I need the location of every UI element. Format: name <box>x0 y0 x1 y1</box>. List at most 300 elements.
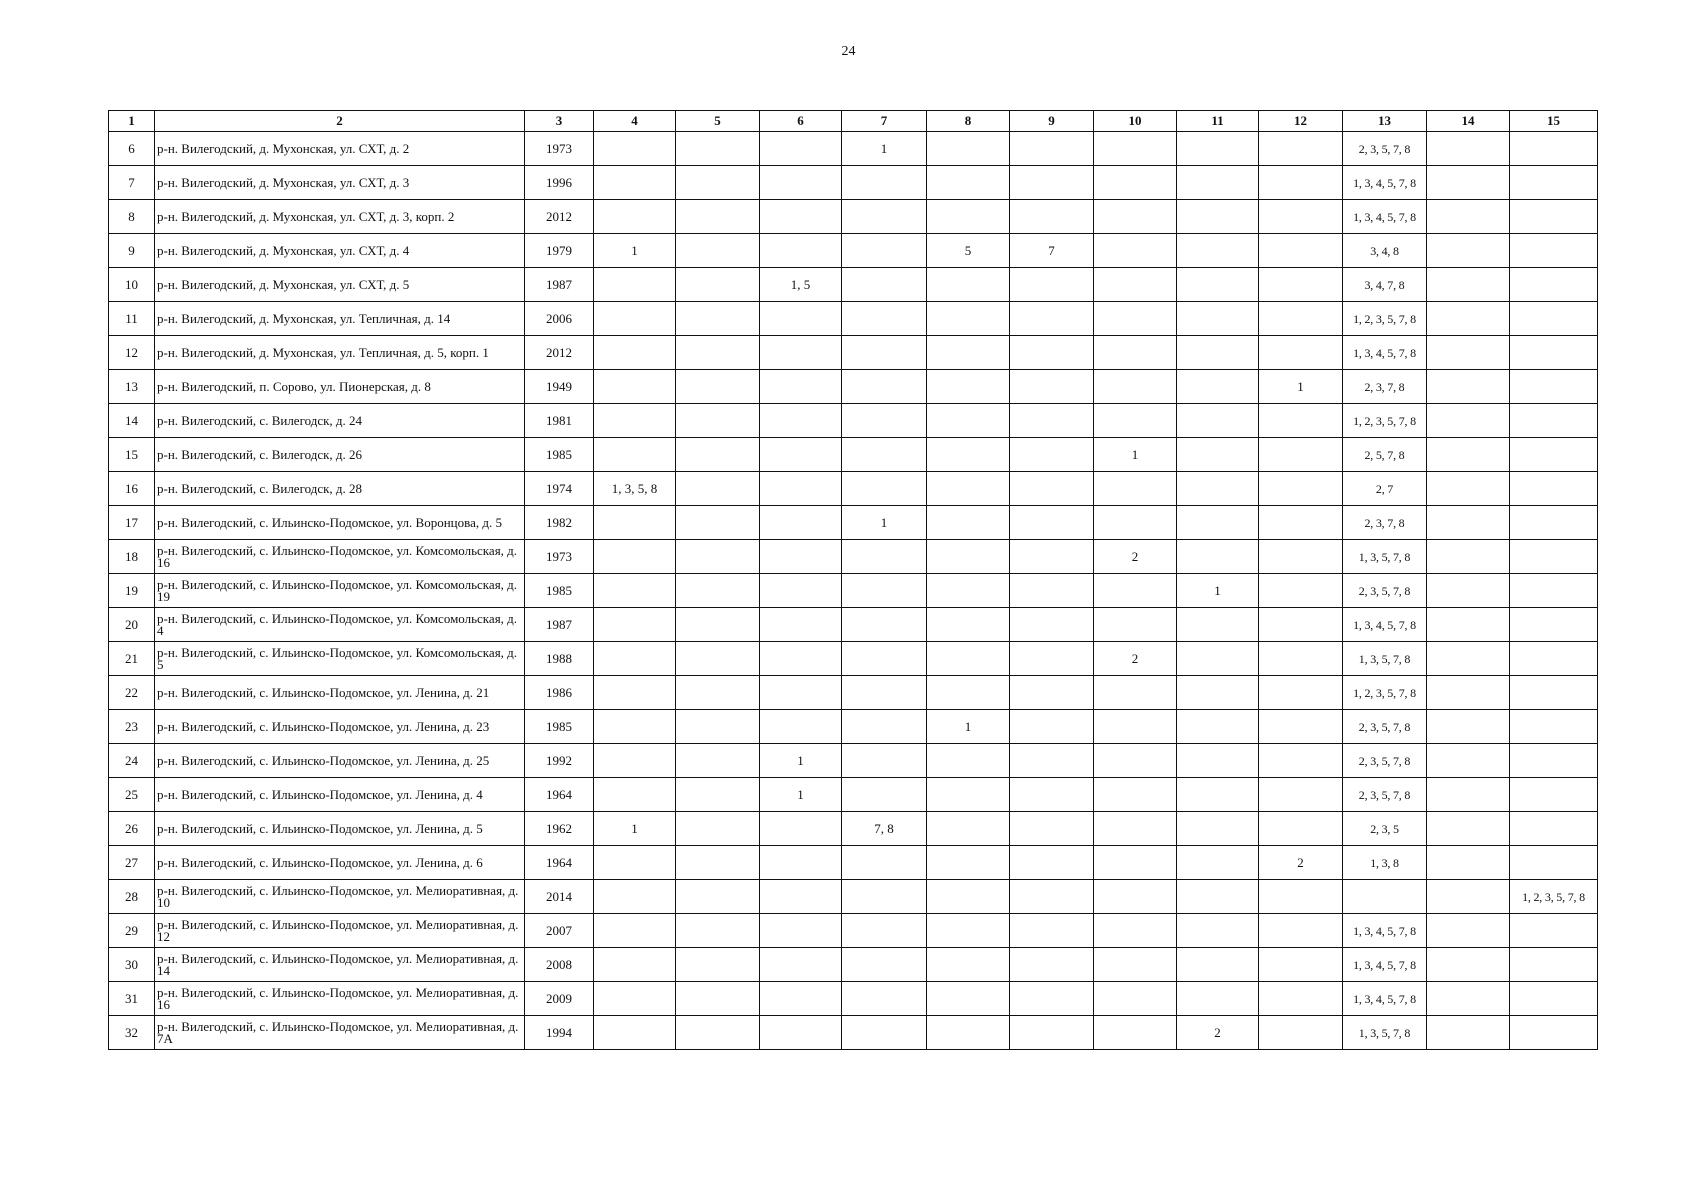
table-cell <box>760 234 842 268</box>
row-number-cell: 29 <box>109 914 155 948</box>
table-cell <box>676 710 760 744</box>
year-cell: 1996 <box>525 166 594 200</box>
table-cell <box>1177 302 1259 336</box>
table-cell <box>1510 540 1598 574</box>
table-cell <box>1010 710 1094 744</box>
year-cell: 1988 <box>525 642 594 676</box>
year-cell: 2012 <box>525 200 594 234</box>
table-cell: 1 <box>842 506 927 540</box>
table-cell: 1, 2, 3, 5, 7, 8 <box>1510 880 1598 914</box>
table-cell <box>676 880 760 914</box>
table-cell <box>842 608 927 642</box>
table-cell: 1 <box>842 132 927 166</box>
table-cell <box>1510 268 1598 302</box>
address-cell: р-н. Вилегодский, с. Ильинско-Подомское, ул. Мелиоративная, д. 7А <box>155 1016 525 1050</box>
table-cell <box>842 200 927 234</box>
year-cell: 1987 <box>525 608 594 642</box>
table-row <box>109 846 1598 880</box>
address-cell: р-н. Вилегодский, с. Вилегодск, д. 28 <box>155 472 525 506</box>
table-cell <box>1177 880 1259 914</box>
table-cell <box>1010 608 1094 642</box>
table-cell: 2, 3, 5, 7, 8 <box>1343 778 1427 812</box>
address-cell: р-н. Вилегодский, с. Ильинско-Подомское, ул. Мелиоративная, д. 10 <box>155 880 525 914</box>
table-cell <box>1510 370 1598 404</box>
table-cell <box>927 404 1010 438</box>
address-cell: р-н. Вилегодский, д. Мухонская, ул. СХТ, д. 2 <box>155 132 525 166</box>
table-cell <box>1094 404 1177 438</box>
table-cell <box>1177 676 1259 710</box>
year-cell: 1986 <box>525 676 594 710</box>
address-cell: р-н. Вилегодский, с. Ильинско-Подомское, ул. Мелиоративная, д. 16 <box>155 982 525 1016</box>
table-cell <box>1259 1016 1343 1050</box>
year-cell: 1964 <box>525 778 594 812</box>
table-cell <box>1177 778 1259 812</box>
table-row <box>109 234 1598 268</box>
table-cell <box>1010 166 1094 200</box>
table-cell: 1, 5 <box>760 268 842 302</box>
address-cell: р-н. Вилегодский, с. Ильинско-Подомское, ул. Ленина, д. 4 <box>155 778 525 812</box>
table-cell <box>1510 982 1598 1016</box>
table-cell <box>1427 948 1510 982</box>
table-cell <box>676 166 760 200</box>
table-cell <box>1259 302 1343 336</box>
row-number-cell: 11 <box>109 302 155 336</box>
table-cell <box>1427 370 1510 404</box>
table-cell <box>1259 710 1343 744</box>
table-cell <box>1510 234 1598 268</box>
table-cell: 1, 3, 4, 5, 7, 8 <box>1343 914 1427 948</box>
year-cell: 1973 <box>525 132 594 166</box>
table-cell <box>1510 914 1598 948</box>
table-row <box>109 132 1598 166</box>
table-cell <box>1427 982 1510 1016</box>
table-cell <box>1259 336 1343 370</box>
table-cell <box>594 574 676 608</box>
row-number-cell: 20 <box>109 608 155 642</box>
table-cell <box>842 540 927 574</box>
row-number-cell: 21 <box>109 642 155 676</box>
table-cell <box>594 438 676 472</box>
table-cell <box>676 234 760 268</box>
table-cell <box>1177 336 1259 370</box>
table-cell <box>842 166 927 200</box>
table-cell <box>760 404 842 438</box>
table-cell <box>1427 710 1510 744</box>
table-cell: 2, 3, 5, 7, 8 <box>1343 132 1427 166</box>
column-header-11: 11 <box>1177 111 1259 132</box>
table-cell <box>760 302 842 336</box>
table-cell <box>1010 438 1094 472</box>
year-cell: 1981 <box>525 404 594 438</box>
table-cell <box>594 132 676 166</box>
address-cell: р-н. Вилегодский, с. Ильинско-Подомское, ул. Комсомольская, д. 16 <box>155 540 525 574</box>
table-cell <box>594 166 676 200</box>
table-cell <box>1177 132 1259 166</box>
table-cell: 2, 3, 5 <box>1343 812 1427 846</box>
row-number-cell: 13 <box>109 370 155 404</box>
table-cell: 1, 3, 4, 5, 7, 8 <box>1343 166 1427 200</box>
table-cell: 1 <box>594 234 676 268</box>
year-cell: 2007 <box>525 914 594 948</box>
table-cell <box>1259 574 1343 608</box>
table-cell <box>760 608 842 642</box>
table-cell <box>760 574 842 608</box>
table-row <box>109 506 1598 540</box>
table-cell <box>1177 642 1259 676</box>
column-header-6: 6 <box>760 111 842 132</box>
table-cell <box>1427 132 1510 166</box>
table-cell <box>1177 438 1259 472</box>
row-number-cell: 27 <box>109 846 155 880</box>
table-cell <box>760 846 842 880</box>
table-cell <box>927 200 1010 234</box>
row-number-cell: 25 <box>109 778 155 812</box>
table-row <box>109 642 1598 676</box>
year-cell: 2009 <box>525 982 594 1016</box>
table-row <box>109 302 1598 336</box>
table-cell <box>1510 336 1598 370</box>
table-cell <box>1010 744 1094 778</box>
year-cell: 1949 <box>525 370 594 404</box>
row-number-cell: 12 <box>109 336 155 370</box>
table-cell <box>1259 812 1343 846</box>
table-cell <box>927 336 1010 370</box>
table-cell <box>594 1016 676 1050</box>
table-cell <box>1427 200 1510 234</box>
table-cell <box>1343 880 1427 914</box>
table-cell <box>1427 880 1510 914</box>
table-cell <box>1259 608 1343 642</box>
table-cell <box>1510 710 1598 744</box>
table-cell: 3, 4, 8 <box>1343 234 1427 268</box>
table-cell <box>1259 676 1343 710</box>
table-row <box>109 880 1598 914</box>
table-cell <box>927 880 1010 914</box>
table-cell <box>1427 302 1510 336</box>
table-cell <box>1427 846 1510 880</box>
row-number-cell: 15 <box>109 438 155 472</box>
row-number-cell: 7 <box>109 166 155 200</box>
table-cell <box>927 540 1010 574</box>
table-cell: 1 <box>1094 438 1177 472</box>
table-cell <box>1259 404 1343 438</box>
table-cell <box>1259 914 1343 948</box>
table-body <box>109 132 1598 1050</box>
address-cell: р-н. Вилегодский, д. Мухонская, ул. СХТ, д. 3, корп. 2 <box>155 200 525 234</box>
table-cell <box>1010 574 1094 608</box>
table-cell <box>1010 914 1094 948</box>
table-cell <box>1510 166 1598 200</box>
table-cell <box>1177 846 1259 880</box>
year-cell: 1982 <box>525 506 594 540</box>
table-row <box>109 540 1598 574</box>
table-cell <box>760 438 842 472</box>
registry-table <box>108 110 1598 1050</box>
table-cell <box>1510 676 1598 710</box>
year-cell: 1964 <box>525 846 594 880</box>
table-cell <box>1094 880 1177 914</box>
table-cell <box>760 676 842 710</box>
address-cell: р-н. Вилегодский, д. Мухонская, ул. СХТ, д. 4 <box>155 234 525 268</box>
year-cell: 1974 <box>525 472 594 506</box>
table-cell <box>1094 914 1177 948</box>
row-number-cell: 30 <box>109 948 155 982</box>
table-cell <box>760 880 842 914</box>
table-cell <box>1094 676 1177 710</box>
table-cell <box>594 268 676 302</box>
table-cell <box>1427 166 1510 200</box>
table-row <box>109 574 1598 608</box>
table-cell <box>1177 812 1259 846</box>
table-cell <box>1259 472 1343 506</box>
table-cell: 1, 3, 8 <box>1343 846 1427 880</box>
table-cell <box>1259 948 1343 982</box>
table-cell <box>1177 506 1259 540</box>
table-cell <box>1177 710 1259 744</box>
table-row <box>109 676 1598 710</box>
table-cell: 1, 2, 3, 5, 7, 8 <box>1343 302 1427 336</box>
column-header-4: 4 <box>594 111 676 132</box>
table-cell <box>760 200 842 234</box>
table-cell: 1, 3, 5, 8 <box>594 472 676 506</box>
column-header-12: 12 <box>1259 111 1343 132</box>
table-cell <box>1427 778 1510 812</box>
table-cell: 2, 3, 7, 8 <box>1343 370 1427 404</box>
table-cell <box>594 846 676 880</box>
table-cell <box>1510 200 1598 234</box>
table-row <box>109 268 1598 302</box>
table-cell: 1, 3, 4, 5, 7, 8 <box>1343 948 1427 982</box>
table-cell <box>927 574 1010 608</box>
row-number-cell: 6 <box>109 132 155 166</box>
table-cell <box>927 744 1010 778</box>
address-cell: р-н. Вилегодский, с. Ильинско-Подомское, ул. Мелиоративная, д. 14 <box>155 948 525 982</box>
table-cell <box>842 472 927 506</box>
table-cell <box>842 574 927 608</box>
row-number-cell: 28 <box>109 880 155 914</box>
address-cell: р-н. Вилегодский, с. Ильинско-Подомское, ул. Комсомольская, д. 4 <box>155 608 525 642</box>
table-cell: 1, 3, 4, 5, 7, 8 <box>1343 200 1427 234</box>
table-cell: 1 <box>1177 574 1259 608</box>
table-cell <box>760 642 842 676</box>
table-cell <box>594 744 676 778</box>
table-cell <box>760 914 842 948</box>
table-cell <box>1427 506 1510 540</box>
table-cell <box>1427 812 1510 846</box>
table-cell <box>760 1016 842 1050</box>
table-row <box>109 166 1598 200</box>
column-header-1: 1 <box>109 111 155 132</box>
table-cell <box>1177 540 1259 574</box>
table-cell <box>1010 1016 1094 1050</box>
table-cell <box>1177 370 1259 404</box>
table-cell <box>1010 336 1094 370</box>
table-cell <box>842 336 927 370</box>
table-cell <box>1427 914 1510 948</box>
table-cell <box>594 880 676 914</box>
table-row <box>109 472 1598 506</box>
table-cell <box>927 846 1010 880</box>
table-cell <box>842 914 927 948</box>
table-cell <box>1510 404 1598 438</box>
address-cell: р-н. Вилегодский, с. Ильинско-Подомское, ул. Ленина, д. 21 <box>155 676 525 710</box>
table-cell <box>1427 574 1510 608</box>
table-cell <box>1177 472 1259 506</box>
table-cell <box>594 608 676 642</box>
table-cell <box>1177 200 1259 234</box>
table-cell <box>1259 166 1343 200</box>
table-cell: 2, 7 <box>1343 472 1427 506</box>
table-header-row <box>109 111 1598 132</box>
table-cell <box>1259 778 1343 812</box>
table-cell <box>1259 268 1343 302</box>
table-cell <box>842 778 927 812</box>
table-cell <box>1510 438 1598 472</box>
table-cell <box>676 676 760 710</box>
table-cell <box>676 1016 760 1050</box>
table-cell <box>676 200 760 234</box>
table-cell <box>842 880 927 914</box>
table-cell <box>1094 234 1177 268</box>
year-cell: 2014 <box>525 880 594 914</box>
table-cell <box>1427 438 1510 472</box>
table-row <box>109 914 1598 948</box>
year-cell: 2006 <box>525 302 594 336</box>
table-cell: 1, 3, 5, 7, 8 <box>1343 540 1427 574</box>
table-cell <box>1010 268 1094 302</box>
table-cell <box>1510 948 1598 982</box>
table-cell <box>1259 880 1343 914</box>
table-cell: 2 <box>1177 1016 1259 1050</box>
table-cell <box>842 404 927 438</box>
table-cell <box>927 506 1010 540</box>
table-cell <box>1094 336 1177 370</box>
table-cell <box>676 132 760 166</box>
table-cell <box>1094 302 1177 336</box>
row-number-cell: 26 <box>109 812 155 846</box>
table-cell: 1, 3, 5, 7, 8 <box>1343 642 1427 676</box>
table-cell <box>842 370 927 404</box>
table-cell <box>594 336 676 370</box>
table-cell <box>842 846 927 880</box>
table-cell <box>927 166 1010 200</box>
table-cell <box>1094 948 1177 982</box>
year-cell: 1992 <box>525 744 594 778</box>
table-cell <box>1259 982 1343 1016</box>
table-cell <box>676 812 760 846</box>
row-number-cell: 31 <box>109 982 155 1016</box>
table-cell <box>676 846 760 880</box>
table-cell <box>842 948 927 982</box>
table-cell <box>760 472 842 506</box>
table-cell <box>1259 506 1343 540</box>
table-cell <box>927 268 1010 302</box>
table-cell <box>1010 132 1094 166</box>
table-cell <box>676 982 760 1016</box>
table-cell <box>594 948 676 982</box>
table-cell <box>1177 948 1259 982</box>
row-number-cell: 18 <box>109 540 155 574</box>
table-cell <box>1510 302 1598 336</box>
table-cell <box>1010 948 1094 982</box>
table-row <box>109 336 1598 370</box>
table-cell <box>1010 506 1094 540</box>
table-cell <box>1427 404 1510 438</box>
table-cell <box>1010 778 1094 812</box>
table-cell <box>594 676 676 710</box>
table-cell: 1, 2, 3, 5, 7, 8 <box>1343 404 1427 438</box>
table-cell <box>676 472 760 506</box>
table-cell <box>1094 166 1177 200</box>
table-cell <box>1259 132 1343 166</box>
table-cell <box>1259 438 1343 472</box>
table-cell <box>1094 200 1177 234</box>
table-cell <box>1427 1016 1510 1050</box>
table-cell <box>1094 846 1177 880</box>
table-cell: 5 <box>927 234 1010 268</box>
table-cell <box>842 982 927 1016</box>
column-header-13: 13 <box>1343 111 1427 132</box>
table-cell <box>927 132 1010 166</box>
table-cell <box>1510 778 1598 812</box>
table-cell <box>1177 982 1259 1016</box>
table-cell <box>1510 744 1598 778</box>
table-cell <box>1177 608 1259 642</box>
table-cell <box>1177 404 1259 438</box>
address-cell: р-н. Вилегодский, с. Вилегодск, д. 24 <box>155 404 525 438</box>
row-number-cell: 19 <box>109 574 155 608</box>
table-cell <box>1010 540 1094 574</box>
table-cell <box>1094 472 1177 506</box>
address-cell: р-н. Вилегодский, с. Вилегодск, д. 26 <box>155 438 525 472</box>
address-cell: р-н. Вилегодский, д. Мухонская, ул. Тепличная, д. 5, корп. 1 <box>155 336 525 370</box>
table-row <box>109 608 1598 642</box>
column-header-14: 14 <box>1427 111 1510 132</box>
table-cell <box>1259 540 1343 574</box>
table-cell: 3, 4, 7, 8 <box>1343 268 1427 302</box>
year-cell: 1985 <box>525 710 594 744</box>
table-cell <box>1510 608 1598 642</box>
table-cell <box>1010 812 1094 846</box>
table-cell <box>1094 1016 1177 1050</box>
table-cell <box>1427 676 1510 710</box>
table-cell <box>1427 472 1510 506</box>
table-cell <box>594 642 676 676</box>
table-cell <box>1259 234 1343 268</box>
table-cell <box>1259 200 1343 234</box>
year-cell: 1973 <box>525 540 594 574</box>
table-cell <box>676 608 760 642</box>
table-cell <box>594 302 676 336</box>
table-cell <box>1094 132 1177 166</box>
column-header-9: 9 <box>1010 111 1094 132</box>
table-cell <box>1427 268 1510 302</box>
table-cell <box>1510 846 1598 880</box>
table-cell <box>927 642 1010 676</box>
table-cell <box>1010 642 1094 676</box>
table-cell <box>1427 744 1510 778</box>
address-cell: р-н. Вилегодский, д. Мухонская, ул. СХТ, д. 5 <box>155 268 525 302</box>
year-cell: 1985 <box>525 574 594 608</box>
table-cell <box>676 914 760 948</box>
address-cell: р-н. Вилегодский, д. Мухонская, ул. СХТ, д. 3 <box>155 166 525 200</box>
table-cell <box>676 744 760 778</box>
table-cell: 1, 3, 4, 5, 7, 8 <box>1343 608 1427 642</box>
table-cell <box>1010 676 1094 710</box>
table-cell <box>927 812 1010 846</box>
table-cell: 2, 3, 7, 8 <box>1343 506 1427 540</box>
table-cell: 2 <box>1094 642 1177 676</box>
